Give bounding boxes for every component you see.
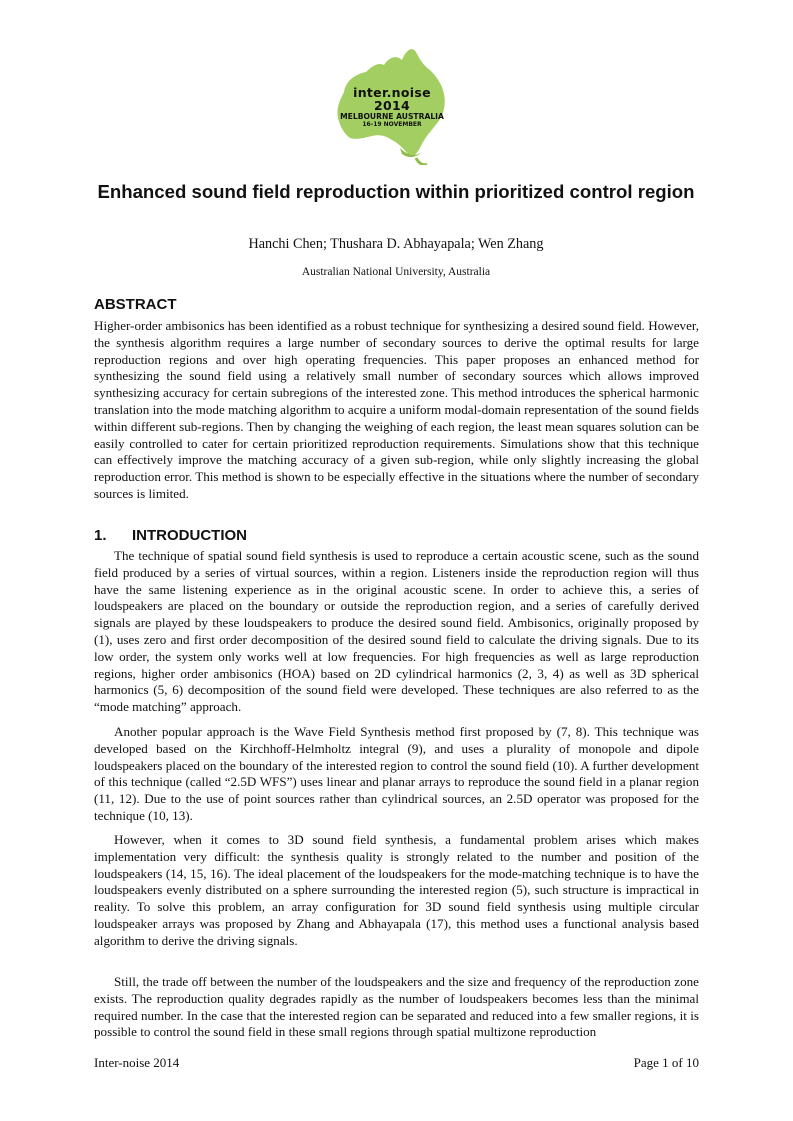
conference-logo bbox=[326, 40, 456, 165]
footer-conference: Inter-noise 2014 bbox=[94, 1055, 180, 1070]
section-title: INTRODUCTION bbox=[132, 527, 247, 544]
logo-dates: 16-19 NOVEMBER bbox=[362, 120, 422, 128]
logo-text bbox=[334, 87, 450, 128]
introduction-heading bbox=[94, 527, 247, 544]
logo-title: inter.noise 2014 bbox=[353, 85, 431, 113]
intro-paragraph-3: However, when it comes to 3D sound field synthesis, a fundamental problem arises which makes implementation very difficult: the synthesis quality is strongly related to the number and position of the loudspeakers (14, 15, 16). The ideal placement of the loudspeakers for the mode-matching technique is to have the loudspeakers evenly distributed on a sphere surrounding the interested region (5), such structure is impractical in reality. To solve this problem, an array configuration for 3D sound field synthesis using multiple circular loudspeaker arrays was proposed by Zhang and Abhayapala (17), this method uses a functional analysis based algorithm to derive the driving signals. bbox=[94, 832, 699, 948]
footer-page-number: Page 1 of 10 bbox=[633, 1055, 699, 1070]
paper-affiliation: Australian National University, Australia bbox=[301, 266, 491, 278]
intro-paragraph-2: Another popular approach is the Wave Field Synthesis method first proposed by (7, 8). This technique was developed based on the Kirchhoff-Helmholtz integral (9), and uses a plurality of monopole and dipole loudspeakers placed on the boundary of the interested region to control the sound field (10). A further development of this technique (called “2.5D WFS”) uses linear and planar arrays to reproduce the sound field in a planar region (11, 12). Due to the use of point sources rather than cylindrical sources, an 2.5D operator was proposed for the technique (10, 13). bbox=[94, 724, 699, 823]
abstract-text: Higher-order ambisonics has been identified as a robust technique for synthesizing a desired sound field. However, the synthesis algorithm requires a large number of secondary sources to derive the optimal results for large reproduction regions and over high operating frequencies. This paper proposes an enhanced method for synthesizing the sound field using a relatively small number of secondary sources which allows improved synthesizing accuracy for certain subregions of the interested zone. This method introduces the spherical harmonic translation into the mode matching algorithm to acquire a uniform modal-domain representation of the sound fields within different sub-regions. Then by changing the weighing of each region, the least mean squares solution can be easily controlled to cater for certain prioritized reproduction requirements. Simulations show that this technique can effectively improve the matching accuracy of a given sub-region, while only slightly increasing the global reproduction error. This method is shown to be especially effective in the situations where the number of secondary sources is limited. bbox=[94, 318, 699, 501]
intro-paragraph-4: Still, the trade off between the number of the loudspeakers and the size and frequency of the reproduction zone exists. The reproduction quality degrades rapidly as the number of loudspeakers becomes less than the minimal required number. In the case that the interested region can be separated and reduced into a few smaller regions, it is possible to control the sound field in these small regions through spatial multizone reproduction bbox=[94, 974, 699, 1040]
section-number: 1. bbox=[94, 527, 107, 544]
intro-paragraph-1: The technique of spatial sound field synthesis is used to reproduce a certain acoustic scene, such as the sound field produced by a series of virtual sources, within a region. Listeners inside the reproduction region will thus have the same listening experience as in the original acoustic scene. In order to achieve this, a series of loudspeakers are placed on the boundary or outside the reproduction region, and a series of carefully derived signals are played by these loudspeakers to produce the desired sound field. Ambisonics, originally proposed by (1), uses zero and first order decomposition of the desired sound field to calculate the driving signals. Due to its low order, the system only works well at low frequencies. For high frequencies as well as large reproduction regions, higher order ambisonics (HOA) based on 2D cylindrical harmonics (2, 3, 4) as well as 3D spherical harmonics (5, 6) decomposition of the sound field were developed. These techniques are also referred to as the “mode matching” approach. bbox=[94, 548, 699, 715]
logo-location: MELBOURNE AUSTRALIA bbox=[340, 112, 444, 121]
paper-title: Enhanced sound field reproduction within prioritized control region bbox=[97, 181, 695, 202]
abstract-heading: ABSTRACT bbox=[94, 296, 177, 313]
paper-authors: Hanchi Chen; Thushara D. Abhayapala; Wen Zhang bbox=[248, 236, 544, 252]
